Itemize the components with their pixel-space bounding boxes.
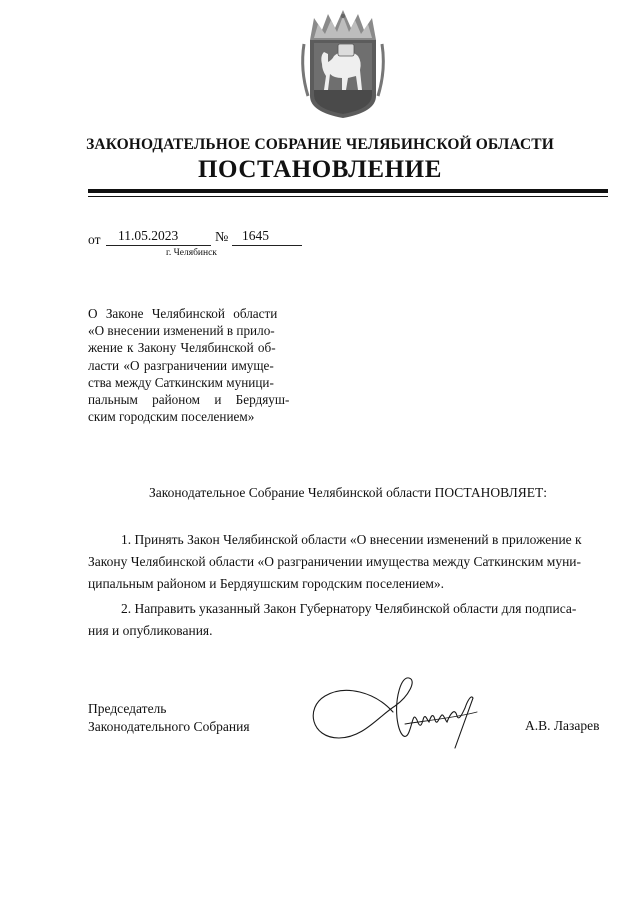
signer-title (88, 700, 250, 735)
resolution-item-2 (88, 598, 608, 642)
header-rule-thin (88, 196, 608, 197)
paragraph-line: ципальным районом и Бердяушским городским поселением». (88, 576, 444, 591)
signer-title-line: Законодательного Собрания (88, 718, 250, 734)
paragraph-line: ния и опубликования. (88, 623, 213, 638)
subject-line: ства между Саткинским муници- (88, 374, 274, 390)
number-underline (232, 245, 302, 246)
date-underline (106, 245, 211, 246)
document-date: 11.05.2023 (118, 228, 179, 243)
header-rule-thick (88, 189, 608, 193)
paragraph-line: 2. Направить указанный Закон Губернатору Челябинской области для подписа- (121, 601, 577, 616)
document-type-title: ПОСТАНОВЛЕНИЕ (197, 156, 443, 183)
handwritten-signature (305, 672, 495, 757)
decree-statement: Законодательное Собрание Челябинской области ПОСТАНОВЛЯЕТ: (148, 485, 548, 500)
signer-title-line: Председатель (88, 701, 167, 716)
paragraph-line: Закону Челябинской области «О разграничении имущества между Саткинским муни- (88, 554, 582, 569)
subject-line: пальным районом и Бердяуш- (88, 392, 290, 408)
organization-name: ЗАКОНОДАТЕЛЬНОЕ СОБРАНИЕ ЧЕЛЯБИНСКОЙ ОБЛАСТИ (86, 136, 554, 153)
signer-name: А.В. Лазарев (525, 718, 600, 733)
subject-line: «О внесении изменений в прило- (88, 323, 275, 339)
subject-block (88, 305, 302, 425)
subject-line: ским городским поселением» (88, 409, 255, 425)
date-prefix-label: от (88, 232, 101, 247)
document-number: 1645 (242, 228, 269, 243)
paragraph-line: 1. Принять Закон Челябинской области «О внесении изменений в приложение к (121, 532, 582, 547)
subject-line: жение к Закону Челябинской об- (88, 340, 276, 356)
city-label: г. Челябинск (166, 248, 217, 258)
resolution-item-1 (88, 529, 608, 595)
subject-line: О Законе Челябинской области (88, 306, 278, 321)
chelyabinsk-coat-of-arms-icon (298, 10, 388, 122)
subject-line: ласти «О разграничении имуще- (88, 357, 274, 373)
number-sign-label: № (215, 230, 229, 245)
